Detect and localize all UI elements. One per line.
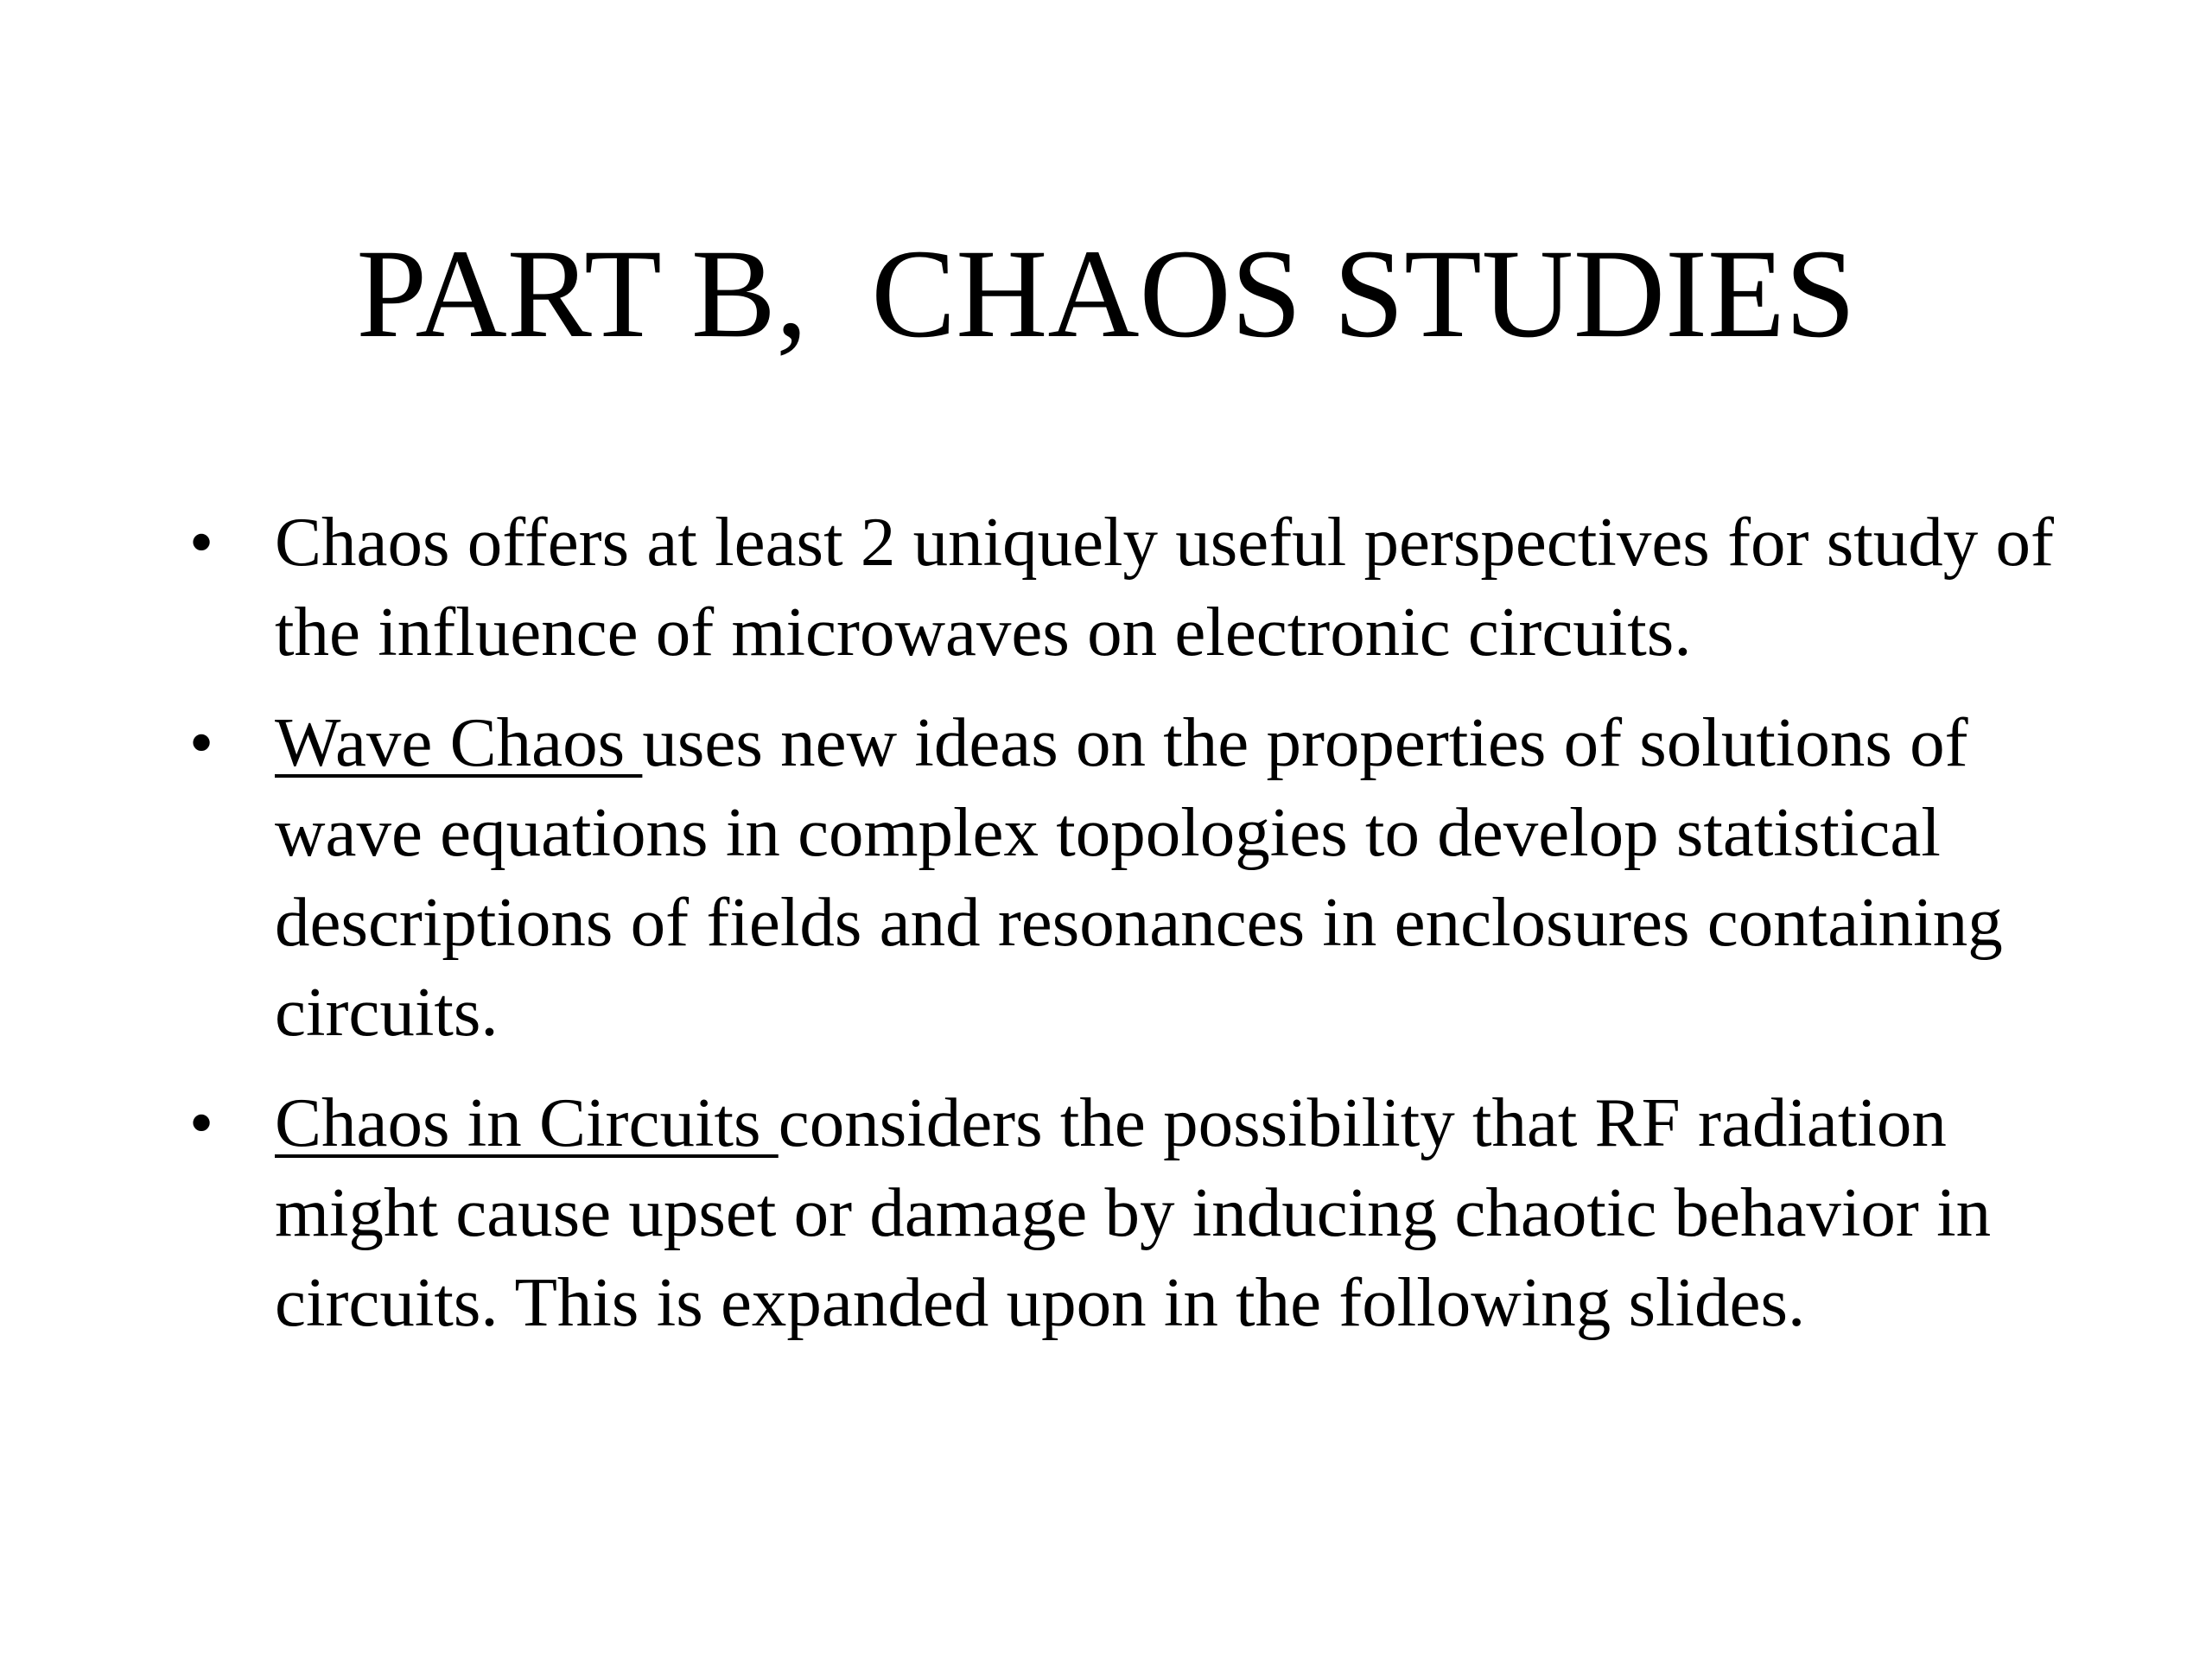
bullet-list xyxy=(188,497,2072,1368)
bullet-item xyxy=(188,697,2072,1057)
bullet-text: uses new ideas on the properties of solutions of wave equations in complex topologies to develop statistical descriptions of fields and resonances in enclosures containing circuits. xyxy=(275,703,2003,1051)
bullet-marker: • xyxy=(188,703,214,781)
bullet-text: Chaos offers at least 2 uniquely useful perspectives for study of the influence of microwaves on electronic circuits. xyxy=(275,503,2055,671)
bullet-item xyxy=(188,497,2072,677)
slide-title: PART B, CHAOS STUDIES xyxy=(356,223,1856,364)
bullet-marker: • xyxy=(188,1084,214,1161)
underlined-term-wave-chaos: Wave Chaos xyxy=(275,703,643,781)
bullet-text: considers the possibility that RF radiation might cause upset or damage by inducing chaotic behavior in circuits. This is expanded upon in the following slides. xyxy=(275,1084,1992,1341)
bullet-item xyxy=(188,1077,2072,1347)
bullet-marker: • xyxy=(188,503,214,581)
underlined-term-chaos-in-circuits: Chaos in Circuits xyxy=(275,1084,779,1161)
